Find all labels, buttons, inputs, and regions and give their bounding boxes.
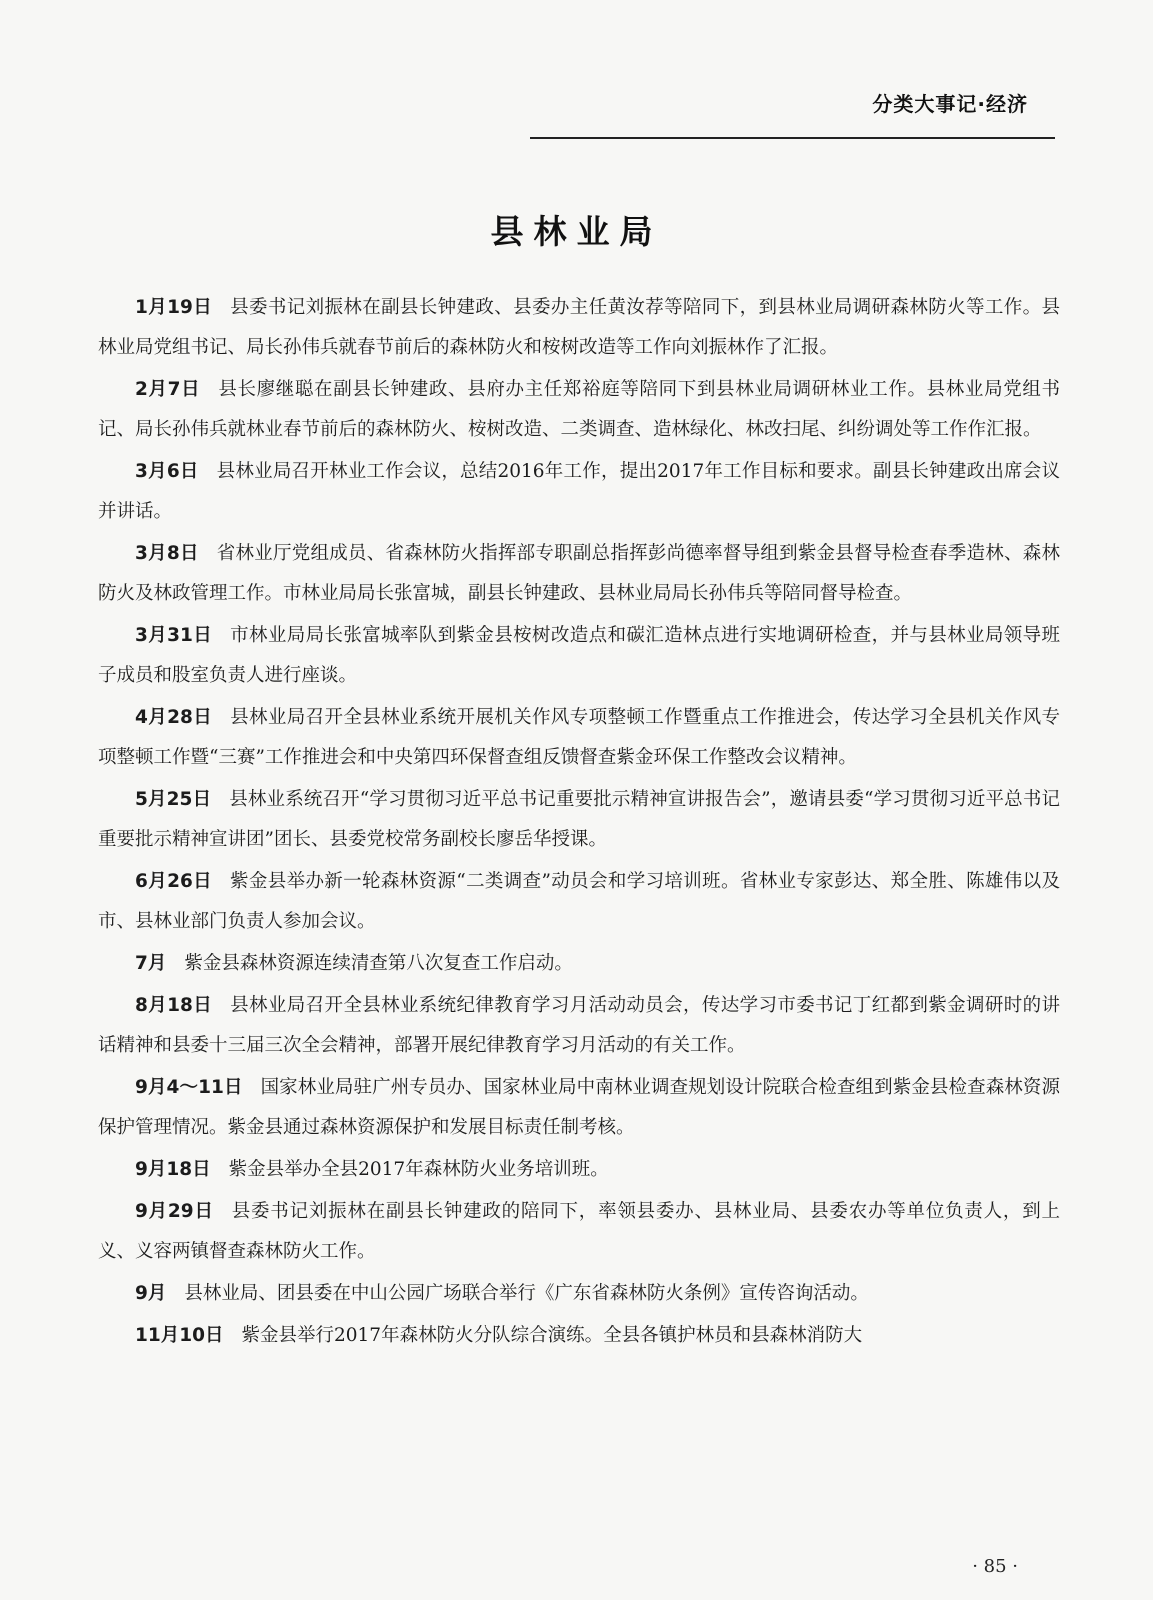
entry-date: 6月26日 <box>135 871 213 892</box>
entry-text: 县林业系统召开“学习贯彻习近平总书记重要批示精神宣讲报告会”，邀请县委“学习贯彻习近平总书记重要批示精神宣讲团”团长、县委党校常务副校长廖岳华授课。 <box>98 789 1060 850</box>
entry-text: 县委书记刘振林在副县长钟建政、县委办主任黄汝荐等陪同下，到县林业局调研森林防火等工作。县林业局党组书记、局长孙伟兵就春节前后的森林防火和桉树改造等工作向刘振林作了汇报。 <box>98 297 1060 358</box>
entry-text: 国家林业局驻广州专员办、国家林业局中南林业调查规划设计院联合检查组到紫金县检查森林资源保护管理情况。紫金县通过森林资源保护和发展目标责任制考核。 <box>98 1077 1060 1138</box>
entry <box>98 1316 1060 1356</box>
page-number: · 85 · <box>972 1556 1018 1577</box>
entry-date: 8月18日 <box>135 995 213 1016</box>
entry-text: 市林业局局长张富城率队到紫金县桉树改造点和碳汇造林点进行实地调研检查，并与县林业局领导班子成员和股室负责人进行座谈。 <box>98 625 1060 686</box>
entry-date: 9月4～11日 <box>135 1077 243 1098</box>
entry <box>98 862 1060 942</box>
entry-date: 3月8日 <box>135 543 199 564</box>
entry-date: 3月31日 <box>135 625 213 646</box>
entry <box>98 1068 1060 1148</box>
entry-text: 省林业厅党组成员、省森林防火指挥部专职副总指挥彭尚德率督导组到紫金县督导检查春季造林、森林防火及林政管理工作。市林业局局长张富城，副县长钟建政、县林业局局长孙伟兵等陪同督导检查。 <box>98 543 1060 604</box>
entry <box>98 944 1060 984</box>
entry-date: 9月18日 <box>135 1159 211 1180</box>
entry-text: 县林业局召开全县林业系统开展机关作风专项整顿工作暨重点工作推进会，传达学习全县机关作风专项整顿工作暨“三赛”工作推进会和中央第四环保督查组反馈督查紫金环保工作整改会议精神。 <box>98 707 1060 768</box>
entry <box>98 1192 1060 1272</box>
entry-text: 紫金县森林资源连续清查第八次复查工作启动。 <box>184 953 573 974</box>
entry-text: 紫金县举行2017年森林防火分队综合演练。全县各镇护林员和县森林消防大 <box>241 1325 863 1346</box>
entry <box>98 288 1060 368</box>
entry-date: 9月 <box>135 1283 167 1304</box>
entry <box>98 1274 1060 1314</box>
entry <box>98 616 1060 696</box>
entry-text: 县长廖继聪在副县长钟建政、县府办主任郑裕庭等陪同下到县林业局调研林业工作。县林业局党组书记、局长孙伟兵就林业春节前后的森林防火、桉树改造、二类调查、造林绿化、林改扫尾、纠纷调处等工作作汇报。 <box>98 379 1060 440</box>
entry <box>98 534 1060 614</box>
entry <box>98 370 1060 450</box>
entry-text: 县委书记刘振林在副县长钟建政的陪同下，率领县委办、县林业局、县委农办等单位负责人，到上义、义容两镇督查森林防火工作。 <box>98 1201 1060 1262</box>
entry-text: 县林业局、团县委在中山公园广场联合举行《广东省森林防火条例》宣传咨询活动。 <box>184 1283 869 1304</box>
section-title: 县林业局 <box>490 212 663 251</box>
entry <box>98 698 1060 778</box>
entry-text: 紫金县举办新一轮森林资源“二类调查”动员会和学习培训班。省林业专家彭达、郑全胜、陈雄伟以及市、县林业部门负责人参加会议。 <box>98 871 1060 932</box>
entry <box>98 986 1060 1066</box>
entry-date: 7月 <box>135 953 167 974</box>
entry <box>98 780 1060 860</box>
entry-date: 5月25日 <box>135 789 212 810</box>
running-header: 分类大事记·经济 <box>872 92 1028 116</box>
entry-date: 1月19日 <box>135 297 213 318</box>
entry-text: 县林业局召开林业工作会议，总结2016年工作，提出2017年工作目标和要求。副县长钟建政出席会议并讲话。 <box>98 461 1060 522</box>
entry-date: 3月6日 <box>135 461 199 482</box>
entry-text: 县林业局召开全县林业系统纪律教育学习月活动动员会，传达学习市委书记丁红都到紫金调研时的讲话精神和县委十三届三次全会精神，部署开展纪律教育学习月活动的有关工作。 <box>98 995 1060 1056</box>
entry <box>98 1150 1060 1190</box>
entry <box>98 452 1060 532</box>
entry-list <box>98 288 1060 1358</box>
entry-text: 紫金县举办全县2017年森林防火业务培训班。 <box>228 1159 609 1180</box>
entry-date: 2月7日 <box>135 379 201 400</box>
header-rule <box>530 137 1055 139</box>
entry-date: 4月28日 <box>135 707 213 728</box>
entry-date: 11月10日 <box>135 1325 224 1346</box>
entry-date: 9月29日 <box>135 1201 214 1222</box>
